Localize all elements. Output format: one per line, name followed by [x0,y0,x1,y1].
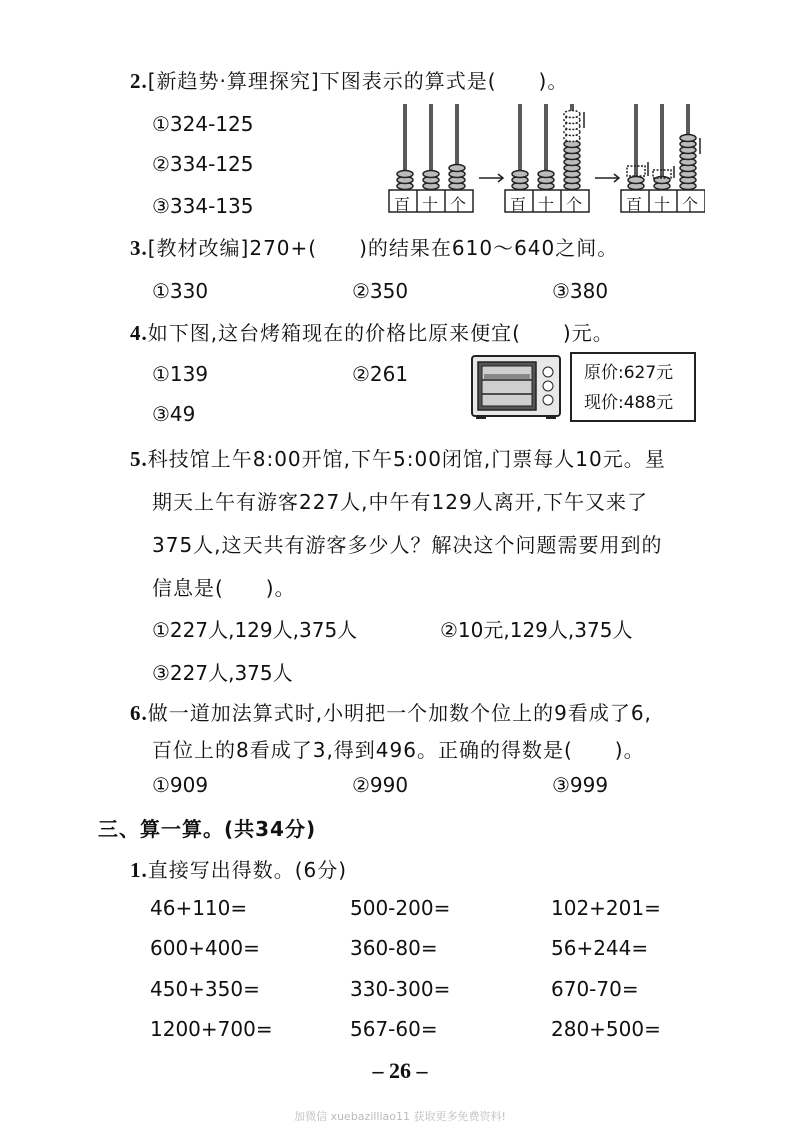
option-3: ③334-135 [152,194,254,218]
option-2: ②334-125 [152,152,254,176]
calc-item: 1200+700= [150,1017,273,1041]
question-6-line-1 [130,700,652,726]
question-text: [新趋势·算理探究]下图表示的算式是( )。 [147,69,569,93]
original-price: 原价:627元 [584,363,674,383]
option-2: ②10元,129人,375人 [440,618,633,642]
option-3: ③380 [552,279,609,303]
question-5-line-4: 信息是( )。 [152,576,296,600]
option-2: ②261 [352,362,409,386]
footer-watermark: 加微信 xuebazilliao11 获取更多免费资料! [294,1110,506,1123]
question-text: 如下图,这台烤箱现在的价格比原来便宜( )元。 [147,321,614,345]
calc-item: 450+350= [150,977,260,1001]
calc-item: 102+201= [551,896,661,920]
question-number: 3. [130,236,148,260]
option-1: ①139 [152,362,209,386]
option-1: ①909 [152,773,209,797]
current-price: 现价:488元 [584,393,674,413]
option-2: ②990 [352,773,409,797]
option-1: ①324-125 [152,112,254,136]
question-text: 做一道加法算式时,小明把一个加数个位上的9看成了6, [147,701,652,725]
abacus-label-tens: 十 [538,195,556,214]
abacus-label-hundreds: 百 [510,195,528,214]
question-number: 6. [130,701,148,725]
option-1: ①330 [152,279,209,303]
question-5-line-3: 375人,这天共有游客多少人？解决这个问题需要用到的 [152,533,663,557]
question-text: 科技馆上午8:00开馆,下午5:00闭馆,门票每人10元。星 [147,447,666,471]
section-title: 三、算一算。(共34分) [98,817,317,841]
sub-question-1 [130,857,347,883]
calc-item: 360-80= [350,936,438,960]
abacus-label-hundreds: 百 [626,195,644,214]
calc-item: 280+500= [551,1017,661,1041]
oven-illustration [470,354,562,420]
question-number: 5. [130,447,148,471]
question-5-line-1 [130,446,666,472]
calc-item: 567-60= [350,1017,438,1041]
option-3: ③49 [152,402,196,426]
abacus-label-hundreds: 百 [394,195,412,214]
calc-item: 670-70= [551,977,639,1001]
calc-item: 46+110= [150,896,248,920]
page-number: – 26 – [372,1058,428,1083]
option-3: ③999 [552,773,609,797]
question-number: 2. [130,69,148,93]
calc-item: 330-300= [350,977,451,1001]
abacus-label-ones: 个 [450,195,468,214]
calc-item: 500-200= [350,896,451,920]
question-number: 1. [130,858,148,882]
question-3 [130,235,618,261]
question-number: 4. [130,321,148,345]
question-2 [130,68,568,94]
calc-item: 600+400= [150,936,260,960]
option-1: ①227人,129人,375人 [152,618,358,642]
question-text: [教材改编]270+( )的结果在610～640之间。 [147,236,619,260]
question-5-line-2: 期天上午有游客227人,中午有129人离开,下午又来了 [152,490,649,514]
option-3: ③227人,375人 [152,661,293,685]
abacus-label-tens: 十 [654,195,672,214]
arrow-1 [479,174,503,182]
option-2: ②350 [352,279,409,303]
question-6-line-2: 百位上的8看成了3,得到496。正确的得数是( )。 [152,738,645,762]
question-text: 直接写出得数。(6分) [147,858,348,882]
arrow-2 [595,174,619,182]
abacus-label-tens: 十 [422,195,440,214]
question-4 [130,320,614,346]
abacus-label-ones: 个 [682,195,700,214]
abacus-label-ones: 个 [566,195,584,214]
calc-item: 56+244= [551,936,649,960]
price-tag [570,352,696,422]
